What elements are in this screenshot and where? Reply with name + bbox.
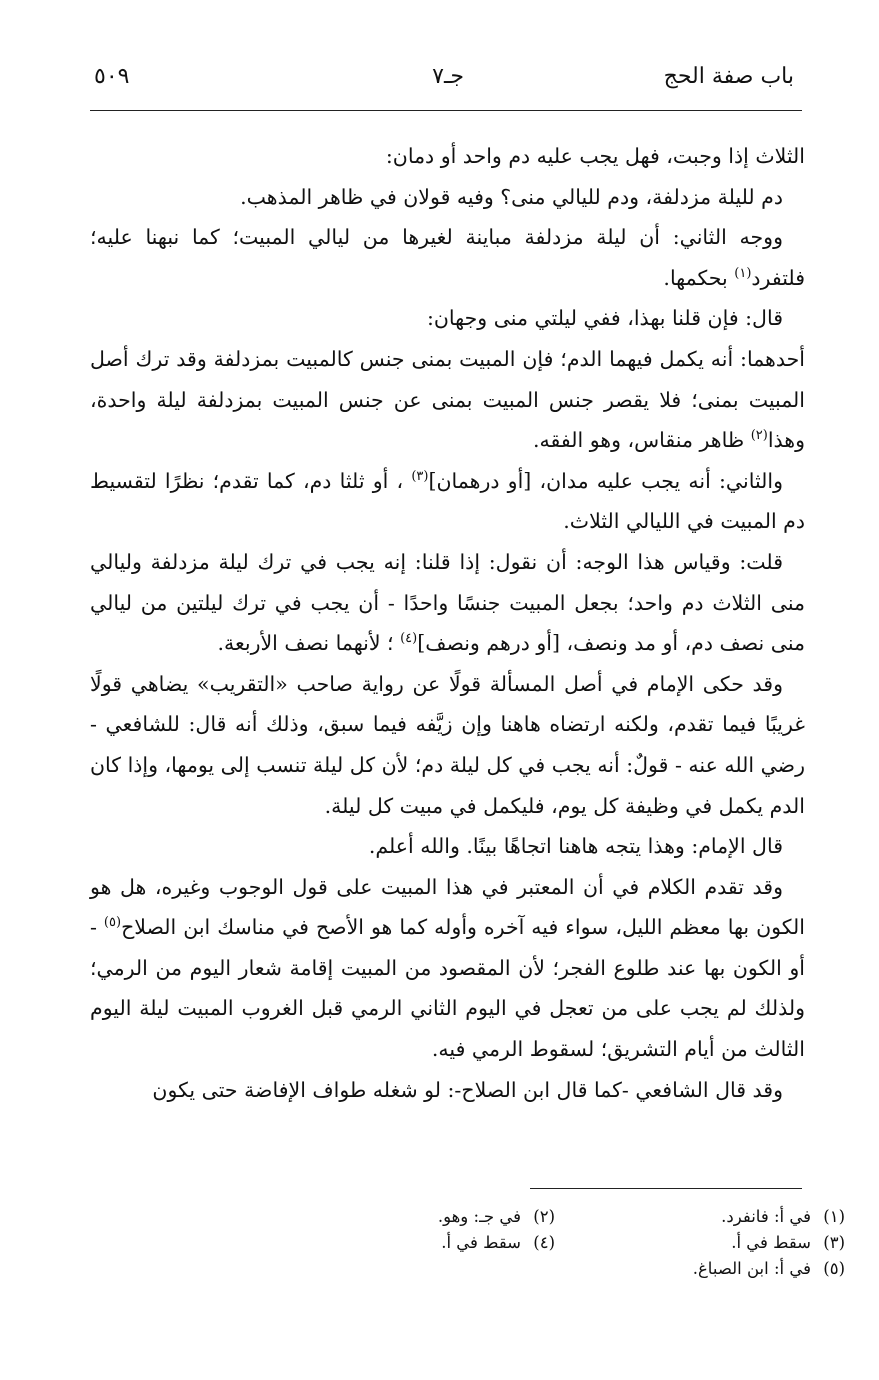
footnote-5 bbox=[555, 1256, 845, 1282]
footnote-3 bbox=[555, 1230, 845, 1256]
footnote-marker-1: (١) bbox=[734, 265, 752, 281]
footnote-row bbox=[260, 1230, 845, 1256]
page-number: ٥٠٩ bbox=[94, 64, 130, 89]
main-text bbox=[90, 136, 805, 1110]
running-header bbox=[94, 60, 794, 100]
paragraph-6-text-b: ، أو ثلثا دم، كما تقدم؛ نظرًا لتقسيط دم المبيت في الليالي الثلاث. bbox=[90, 468, 805, 534]
footnote-row bbox=[260, 1256, 845, 1282]
volume-label: جـ٧ bbox=[432, 64, 464, 89]
footnote-text: في جـ: وهو. bbox=[437, 1207, 521, 1226]
paragraph-3 bbox=[90, 217, 805, 298]
footnote-row bbox=[260, 1204, 845, 1230]
paragraph-5-text-b: ظاهر منقاس، وهو الفقه. bbox=[533, 428, 751, 453]
paragraph-5-text-a: أحدهما: أنه يكمل فيهما الدم؛ فإن المبيت بمنى جنس كالمبيت بمزدلفة وقد ترك أصل المبيت بمنى؛ فلا يقصر جنس المبيت بمنى عن جنس المبيت بمزدلفة ليلة واحدة، وهذا bbox=[90, 346, 805, 453]
footnote-marker-4: (٤) bbox=[400, 631, 418, 647]
footnotes bbox=[260, 1204, 845, 1282]
paragraph-7 bbox=[90, 542, 805, 664]
footnote-number: (٣) bbox=[823, 1233, 845, 1252]
paragraph-1: الثلاث إذا وجبت، فهل يجب عليه دم واحد أو دمان: bbox=[385, 144, 805, 168]
paragraph-9: قال الإمام: وهذا يتجه هاهنا اتجاهًا بينًا. والله أعلم. bbox=[368, 834, 783, 859]
paragraph-10-text-b: - أو الكون بها عند طلوع الفجر؛ لأن المقصود من المبيت إقامة شعار اليوم من الرمي؛ ولذلك لم يجب على من تعجل في اليوم الثاني الرمي قبل الغروب المبيت ليلة اليوم الثالث من أيام التشريق؛ لسقوط الرمي فيه. bbox=[90, 915, 805, 1062]
footnote-2 bbox=[265, 1204, 555, 1230]
paragraph-5 bbox=[90, 339, 805, 461]
paragraph-8: وقد حكى الإمام في أصل المسألة قولًا عن رواية صاحب «التقريب» يضاهي قولًا غريبًا فيما تقدم، ولكنه ارتضاه هاهنا وإن زيَّفه فيما سبق، وذلك أنه قال: للشافعي - رضي الله عنه - قولٌ: أنه يجب في كل ليلة دم؛ لأن كل ليلة تنسب إلى يومها، وإذا كان الدم يكمل في وظيفة كل يوم، فليكمل في مبيت كل ليلة. bbox=[90, 671, 805, 818]
footnote-number: (٢) bbox=[533, 1207, 555, 1226]
footnote-divider bbox=[530, 1188, 802, 1189]
paragraph-10-text-a: وقد تقدم الكلام في أن المعتبر في هذا المبيت على قول الوجوب وغيره، هل هو الكون بها معظم الليل، سواء فيه آخره وأوله كما هو الأصح في مناسك ابن الصلاح bbox=[90, 874, 805, 940]
chapter-title: باب صفة الحج bbox=[663, 64, 794, 89]
paragraph-10 bbox=[90, 867, 805, 1070]
footnote-1 bbox=[555, 1204, 845, 1230]
footnote-4 bbox=[265, 1230, 555, 1256]
footnote-text: سقط في أ. bbox=[441, 1233, 521, 1252]
paragraph-4: قال: فإن قلنا بهذا، ففي ليلتي منى وجهان: bbox=[426, 306, 783, 331]
footnote-text: سقط في أ. bbox=[731, 1233, 811, 1252]
paragraph-7-text-b: ؛ لأنهما نصف الأربعة. bbox=[217, 631, 401, 656]
header-divider bbox=[90, 110, 802, 111]
footnote-number: (٥) bbox=[823, 1259, 845, 1278]
footnote-text: في أ: ابن الصباغ. bbox=[692, 1259, 811, 1278]
paragraph-11: وقد قال الشافعي -كما قال ابن الصلاح-: لو شغله طواف الإفاضة حتى يكون bbox=[152, 1077, 783, 1102]
footnote-marker-2: (٢) bbox=[750, 428, 768, 444]
footnote-number: (١) bbox=[823, 1207, 845, 1226]
paragraph-7-text-a: قلت: وقياس هذا الوجه: أن نقول: إذا قلنا: إنه يجب في ترك ليلة مزدلفة وليالي منى الثلاث دم واحد؛ بجعل المبيت جنسًا واحدًا - أن يجب في ترك ليلتين من ليالي منى نصف دم، أو مد ونصف، [أو درهم ونصف] bbox=[90, 549, 805, 656]
footnote-text: في أ: فانفرد. bbox=[721, 1207, 811, 1226]
footnote-marker-3: (٣) bbox=[411, 468, 429, 484]
paragraph-3-text-b: بحكمها. bbox=[663, 265, 735, 290]
footnote-number: (٤) bbox=[533, 1233, 555, 1252]
footnote-marker-5: (٥) bbox=[103, 915, 122, 931]
paragraph-6 bbox=[90, 461, 805, 542]
paragraph-2: دم لليلة مزدلفة، ودم لليالي منى؟ وفيه قولان في ظاهر المذهب. bbox=[240, 184, 783, 209]
paragraph-3-text-a: ووجه الثاني: أن ليلة مزدلفة مباينة لغيرها من ليالي المبيت؛ كما نبهنا عليه؛ فلتفرد bbox=[90, 225, 805, 290]
paragraph-6-text-a: والثاني: أنه يجب عليه مدان، [أو درهمان] bbox=[428, 468, 783, 493]
